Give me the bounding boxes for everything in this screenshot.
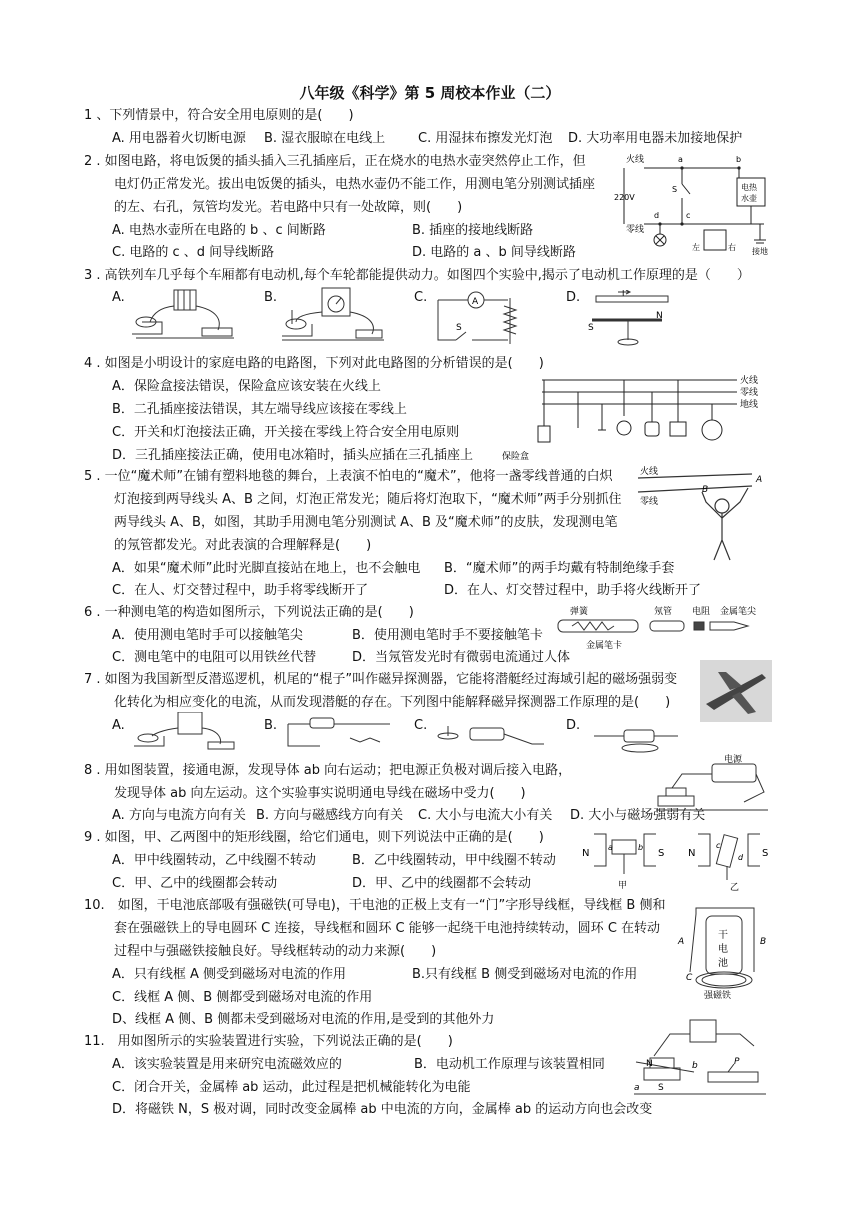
fig2-voltage-label: 220V xyxy=(614,193,635,202)
question-3-figure-a xyxy=(122,286,240,344)
question-11-apparatus-figure xyxy=(630,1016,770,1100)
fig2-c-label: c xyxy=(686,211,691,220)
question-2-option-c: C. 电路的 c 、d 间导线断路 xyxy=(112,245,275,260)
fig5-lingxian-label: 零线 xyxy=(640,497,659,507)
question-3-figure-b xyxy=(272,286,390,344)
question-6-option-d: D．当氖管发光时有微弱电流通过人体 xyxy=(352,650,571,665)
question-4-circuit-figure xyxy=(502,366,772,466)
question-7-aircraft-photo xyxy=(700,660,772,722)
question-8-stem-line-2: 发现导体 ab 向左运动。这个实验事实说明通电导线在磁场中受力( ) xyxy=(114,786,526,801)
fig5-b-label: B xyxy=(702,485,709,495)
fig3c-ammeter-label: A xyxy=(472,297,479,307)
question-10-stem-line-1: 10. 如图，干电池底部吸有强磁铁(可导电)，干电池的正极上支有一“门”字形导线框，导线框 B 侧和 xyxy=(84,898,666,913)
fig9-b-label: b xyxy=(638,843,644,852)
fig10-magnet-label: 强磁铁 xyxy=(704,991,732,1000)
question-7-stem-line-2: 化转化为相应变化的电流，从而发现潜艇的存在。下列图中能解释磁异探测器工作原理的是( ) xyxy=(114,695,671,710)
question-1-option-a: A. 用电器着火切断电源 xyxy=(112,131,246,146)
question-11-stem: 11. 用如图所示的实验装置进行实验，下列说法正确的是( ) xyxy=(84,1034,453,1049)
question-9-stem: 9 . 如图，甲、乙两图中的矩形线圈，给它们通电，则下列说法中正确的是( ) xyxy=(84,830,544,845)
question-5-stem-line-2: 灯泡接到两导线头 A、B 之间，灯泡正常发光；随后将灯泡取下，“魔术师”两手分别抓住 xyxy=(114,492,622,507)
fig10-a-label: A xyxy=(678,937,685,947)
fig10-c-label: C xyxy=(686,973,693,983)
question-5-option-a: A．如果“魔术师”此时光脚直接站在地上，也不会触电 xyxy=(112,561,421,576)
question-2-stem-line-2: 电灯仍正常发光。拔出电饭煲的插头，电热水壶仍不能工作，用测电笔分别测试插座 xyxy=(114,177,596,192)
question-6-tester-figure xyxy=(552,600,772,660)
question-11-option-b: B．电动机工作原理与该装置相同 xyxy=(414,1057,605,1072)
question-4-option-b: B．二孔插座接法错误，其左端导线应该接在零线上 xyxy=(112,402,407,417)
question-5-option-d: D．在人、灯交替过程中，助手将火线断开了 xyxy=(444,583,702,598)
question-3-option-a: A. xyxy=(112,290,125,305)
fig11-p-label: P xyxy=(734,1057,740,1067)
fig11-s-label: S xyxy=(658,1083,664,1093)
question-10-option-c: C．线框 A 侧、B 侧都受到磁场对电流的作用 xyxy=(112,990,373,1005)
fig5-huoxian-label: 火线 xyxy=(640,467,659,477)
question-1-option-d: D. 大功率用电器未加接地保护 xyxy=(568,131,743,146)
fig9-jia-label: 甲 xyxy=(618,881,628,891)
question-7-option-d: D. xyxy=(566,718,581,733)
fig2-s-label: S xyxy=(672,185,678,194)
question-9-option-d: D．甲、乙中的线圈都不会转动 xyxy=(352,876,532,891)
fig2-left-label: 左 xyxy=(692,243,700,252)
question-6-option-a: A．使用测电笔时手可以接触笔尖 xyxy=(112,628,303,643)
fig4-lingxian-label: 零线 xyxy=(740,388,759,398)
fig11-b-label: b xyxy=(692,1061,698,1071)
question-7-figure-d xyxy=(584,712,684,754)
question-7-figure-a xyxy=(124,712,244,752)
question-10-option-a: A．只有线框 A 侧受到磁场对电流的作用 xyxy=(112,967,347,982)
fig6-tip-label: 金属笔尖 xyxy=(720,607,757,617)
fig4-dixian-label: 地线 xyxy=(740,400,759,410)
fig3c-s-label: S xyxy=(456,323,462,333)
question-10-option-b: B.只有线框 B 侧受到磁场对电流的作用 xyxy=(412,967,638,982)
question-6-option-c: C．测电笔中的电阻可以用铁丝代替 xyxy=(112,650,317,665)
fig11-n-label: N xyxy=(646,1059,653,1069)
question-10-stem-line-2: 套在强磁铁上的导电圆环 C 连接，导线框和圆环 C 能够一起绕干电池持续转动，圆环 C 在转动 xyxy=(114,921,661,936)
question-3-option-b: B. xyxy=(264,290,278,305)
question-3-option-d: D. xyxy=(566,290,581,305)
fig3d-s-label: S xyxy=(588,323,594,333)
question-6-option-b: B．使用测电笔时手不要接触笔卡 xyxy=(352,628,543,643)
fig2-kettle-label-2: 水壶 xyxy=(741,194,757,203)
fig10-battery-label-1: 干 xyxy=(718,930,728,941)
fig2-ground-label: 接地 xyxy=(752,247,768,256)
question-2-stem-line-1: 2 . 如图电路，将电饭煲的插头插入三孔插座后，正在烧水的电热水壶突然停止工作，但 xyxy=(84,154,586,169)
question-3-option-c: C. xyxy=(414,290,428,305)
question-11-option-c: C．闭合开关，金属棒 ab 运动，此过程是把机械能转化为电能 xyxy=(112,1080,471,1095)
question-2-option-a: A. 电热水壶所在电路的 b 、c 间断路 xyxy=(112,223,326,238)
fig10-battery-label-3: 池 xyxy=(718,958,728,969)
question-3-figure-d xyxy=(578,290,678,348)
fig6-neon-label: 氖管 xyxy=(654,607,673,617)
question-9-option-a: A．甲中线圈转动，乙中线圈不转动 xyxy=(112,853,316,868)
question-7-option-a: A. xyxy=(112,718,125,733)
fig2-right-label: 右 xyxy=(728,243,736,252)
question-7-figure-b xyxy=(280,712,400,754)
question-5-stem-line-4: 的氖管都发光。对此表演的合理解释是( ) xyxy=(114,538,372,553)
question-8-option-b: B. 方向与磁感线方向有关 xyxy=(256,808,404,823)
fig9-d-label: d xyxy=(738,853,744,862)
question-11-option-a: A．该实验装置是用来研究电流磁效应的 xyxy=(112,1057,342,1072)
question-8-option-d: D. 大小与磁场强弱有关 xyxy=(570,808,706,823)
question-5-stem-line-3: 两导线头 A、B，如图，其助手用测电笔分别测试 A、B 及“魔术师”的皮肤，发现测电笔 xyxy=(114,515,618,530)
fig6-clip-label: 金属笔卡 xyxy=(586,641,623,651)
question-11-option-d: D．将磁铁 N，S 极对调，同时改变金属棒 ab 中电流的方向，金属棒 ab 的运动方向也会改变 xyxy=(112,1102,653,1117)
fig9-yi-n-label: N xyxy=(688,848,696,859)
question-2-circuit-figure xyxy=(614,150,774,258)
fig6-spring-label: 弹簧 xyxy=(570,607,589,617)
question-9-coils-figure xyxy=(580,826,770,894)
fig5-a-label: A xyxy=(756,475,763,485)
fig9-c-label: c xyxy=(716,841,721,850)
question-5-option-b: B．“魔术师”的两手均戴有特制绝缘手套 xyxy=(444,561,675,576)
question-3-stem: 3 . 高铁列车几乎每个车厢都有电动机,每个车轮都能提供动力。如图四个实验中,揭示了电动机工作原理的是（ ） xyxy=(84,268,750,283)
fig4-fuse-label: 保险盒 xyxy=(502,452,530,462)
question-7-figure-c xyxy=(432,714,552,754)
fig3d-n-label: N xyxy=(656,311,663,321)
fig2-b-label: b xyxy=(736,155,742,164)
question-10-stem-line-3: 过程中与强磁铁接触良好。导线框转动的动力来源( ) xyxy=(114,944,437,959)
fig10-b-label: B xyxy=(760,937,767,947)
question-10-battery-figure xyxy=(676,904,772,1000)
question-2-option-b: B. 插座的接地线断路 xyxy=(412,223,534,238)
question-3-figure-c xyxy=(430,290,540,346)
fig10-battery-label-2: 电 xyxy=(718,944,728,955)
question-5-stem-line-1: 5 . 一位“魔术师”在铺有塑料地毯的舞台，上表演不怕电的“魔术”，他将一盏零线普通的白炽 xyxy=(84,469,613,484)
question-4-option-d: D．三孔插座接法正确，使用电冰箱时，插头应插在三孔插座上 xyxy=(112,448,474,463)
fig4-huoxian-label: 火线 xyxy=(740,376,759,386)
fig2-lingxian-label: 零线 xyxy=(626,225,645,235)
page-title: 八年级《科学》第 5 周校本作业（二） xyxy=(299,84,561,102)
question-7-option-b: B. xyxy=(264,718,278,733)
question-4-stem: 4 . 如图是小明设计的家庭电路的电路图，下列对此电路图的分析错误的是( ) xyxy=(84,356,544,371)
question-1-option-b: B. 湿衣服晾在电线上 xyxy=(264,131,386,146)
question-8-option-c: C. 大小与电流大小有关 xyxy=(418,808,553,823)
question-6-stem: 6 . 一种测电笔的构造如图所示，下列说法正确的是( ) xyxy=(84,605,414,620)
fig9-a-label: a xyxy=(608,843,613,852)
question-7-option-c: C. xyxy=(414,718,428,733)
question-10-option-d: D、线框 A 侧、B 侧都未受到磁场对电流的作用,是受到的其他外力 xyxy=(112,1012,495,1027)
fig2-a-label: a xyxy=(678,155,683,164)
question-4-option-c: C．开关和灯泡接法正确，开关接在零线上符合安全用电原则 xyxy=(112,425,460,440)
question-5-option-c: C．在人、灯交替过程中，助手将零线断开了 xyxy=(112,583,369,598)
fig9-jia-n-label: N xyxy=(582,848,590,859)
question-2-option-d: D. 电路的 a 、b 间导线断路 xyxy=(412,245,576,260)
fig9-yi-s-label: S xyxy=(762,848,769,859)
question-2-stem-line-3: 的左、右孔，氖管均发光。若电路中只有一处故障，则( ) xyxy=(114,200,463,215)
question-8-option-a: A. 方向与电流方向有关 xyxy=(112,808,246,823)
fig2-kettle-label-1: 电热 xyxy=(741,183,757,192)
fig11-a-label: a xyxy=(634,1083,640,1093)
question-1-stem: 1 、下列情景中，符合安全用电原则的是( ) xyxy=(84,108,354,123)
question-8-stem-line-1: 8 . 用如图装置，接通电源，发现导体 ab 向右运动；把电源正负极对调后接入电路， xyxy=(84,763,572,778)
fig9-jia-s-label: S xyxy=(658,848,665,859)
question-9-option-b: B．乙中线圈转动，甲中线圈不转动 xyxy=(352,853,556,868)
fig8-power-label: 电源 xyxy=(724,755,743,765)
question-7-stem-line-1: 7 . 如图为我国新型反潜巡逻机，机尾的“棍子”叫作磁异探测器，它能将潜艇经过海域引起的磁场强弱变 xyxy=(84,672,678,687)
fig3d-i-label: I xyxy=(622,290,625,298)
fig6-resistor-label: 电阻 xyxy=(692,607,711,617)
fig9-yi-label: 乙 xyxy=(730,883,740,893)
question-9-option-c: C．甲、乙中的线圈都会转动 xyxy=(112,876,278,891)
question-8-apparatus-figure xyxy=(652,752,772,816)
fig2-d-label: d xyxy=(654,211,660,220)
question-1-option-c: C. 用湿抹布擦发光灯泡 xyxy=(418,131,553,146)
question-5-magician-figure xyxy=(632,462,772,562)
question-4-option-a: A．保险盒接法错误，保险盒应该安装在火线上 xyxy=(112,379,381,394)
fig2-huoxian-label: 火线 xyxy=(626,155,645,165)
